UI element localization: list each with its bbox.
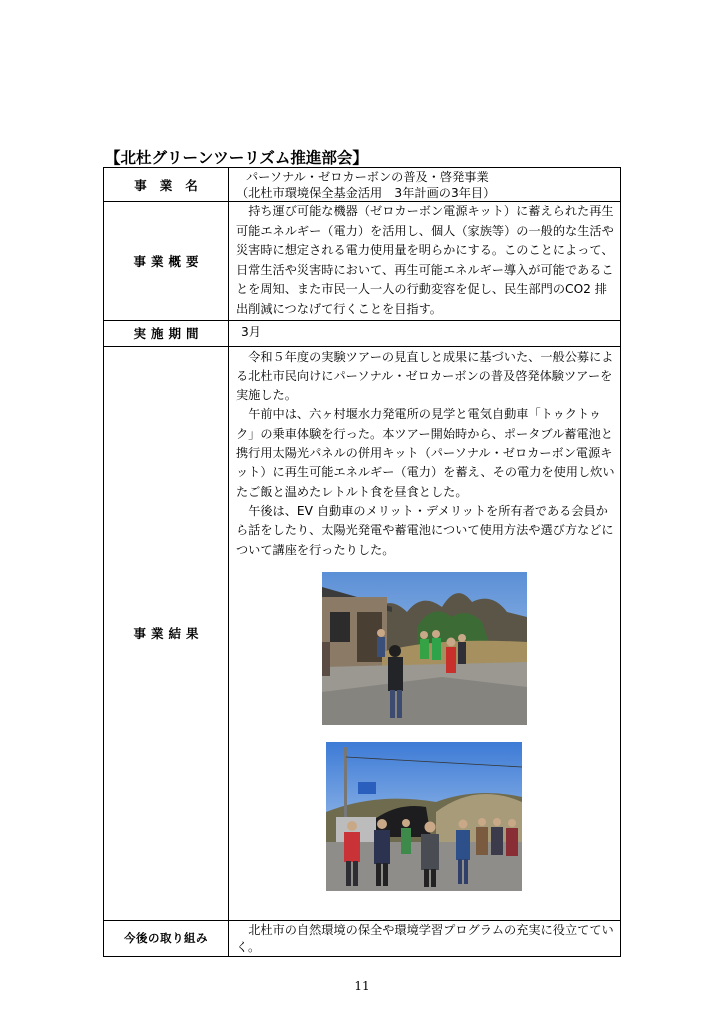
project-name-line-2: （北杜市環境保全基金活用 3年計画の3年目） — [236, 186, 496, 200]
results-content — [229, 346, 621, 920]
label-project-name: 事業名 — [104, 168, 229, 202]
period-text: 3月 — [241, 325, 261, 340]
overview-content — [229, 202, 621, 321]
future-text: 北杜市の自然環境の保全や環境学習プログラムの充実に役立てていく。 — [236, 922, 614, 954]
row-project-name — [104, 168, 621, 202]
label-future: 今後の取り組み — [104, 920, 229, 956]
row-period — [104, 320, 621, 346]
project-table — [103, 167, 621, 957]
future-content — [229, 920, 621, 956]
row-results — [104, 346, 621, 920]
results-paragraph-3: 午後は、EV 自動車のメリット・デメリットを所有者である会員から話をしたり、太陽光発電や蓄電池について使用方法や選び方などについて講座を行ったりした。 — [236, 503, 614, 557]
page-number: 11 — [354, 979, 370, 993]
row-future — [104, 920, 621, 956]
project-name-line-1: パーソナル・ゼロカーボンの普及・啓発事業 — [246, 170, 489, 184]
period-content — [229, 320, 621, 346]
tour-photo-2 — [326, 742, 522, 891]
section-heading: 【北杜グリーンツーリズム推進部会】 — [105, 149, 368, 167]
results-paragraph-1: 令和５年度の実験ツアーの見直しと成果に基づいた、一般公募による北杜市民向けにパーソナル・ゼロカーボンの普及啓発体験ツアーを実施した。 — [236, 349, 614, 403]
row-overview — [104, 202, 621, 321]
overview-text: 持ち運び可能な機器（ゼロカーボン電源キット）に蓄えられた再生可能エネルギー（電力）を活用し、個人（家族等）の一般的な生活や災害時に想定される電力使用量を明らかにする。このことによって、日常生活や災害時において、再生可能エネルギー導入が可能であることを周知、また市民一人一人の行動変容を促し、民生部門のCO2 排出削減につなげて行くことを目指す。 — [236, 204, 614, 316]
label-results: 事業結果 — [104, 346, 229, 920]
label-period: 実施期間 — [104, 320, 229, 346]
label-overview: 事業概要 — [104, 202, 229, 321]
project-name-content — [229, 168, 621, 202]
results-paragraph-2: 午前中は、六ヶ村堰水力発電所の見学と電気自動車「トゥクトゥク」の乗車体験を行った。本ツアー開始時から、ポータブル蓄電池と携行用太陽光パネルの併用キット（パーソナル・ゼロカーボン電源キット）に再生可能エネルギー（電力）を蓄え、その電力を使用し炊いたご飯と温めたレトルト食を昼食とした。 — [236, 407, 615, 499]
photo-area — [236, 560, 616, 920]
tour-photo-1 — [322, 572, 527, 725]
